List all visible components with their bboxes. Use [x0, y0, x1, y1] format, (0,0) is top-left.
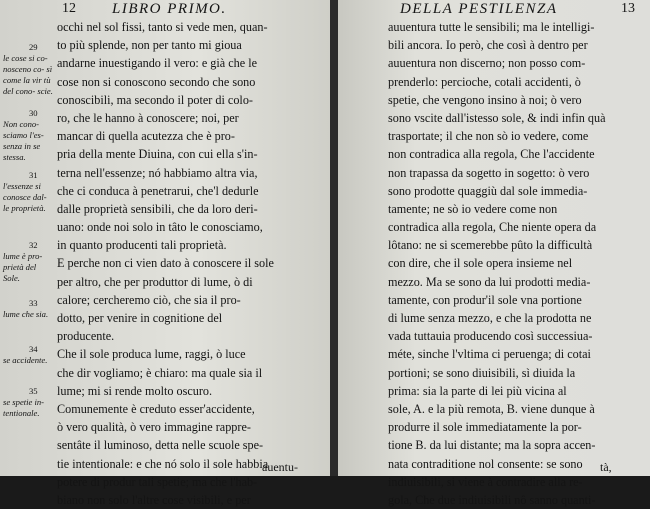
book-gutter	[330, 0, 338, 476]
left-running-head: LIBRO PRIMO.	[112, 1, 227, 17]
text-line: produrre il sole immediatamente la por-	[388, 420, 582, 435]
margin-note-text: le cose si co- nosceno co- sì come la vir tù del cono- scie.	[3, 53, 53, 96]
margin-note-number: 33	[29, 298, 38, 308]
text-line: con dire, che il sole opera insieme nel	[388, 256, 573, 271]
margin-note-number: 32	[29, 240, 38, 250]
text-line: Comunemente è creduto esser'accidente,	[57, 401, 255, 416]
margin-note-text: Non cono- sciamo l'es- senza in se stessa.	[3, 119, 44, 162]
text-line: tione B. da lui distante; ma la sopra accen-	[388, 438, 596, 453]
text-line: tamente, con produr'il sole vna portione	[388, 292, 582, 307]
text-line: dalle proprietà sensibili, che da loro deri-	[57, 201, 258, 216]
margin-note	[3, 386, 55, 419]
text-line: Che il sole produca lume, raggi, ò luce	[57, 347, 246, 362]
text-line: auuentura non discerno; non posso com-	[388, 56, 586, 71]
text-line: portioni; se sono diuisibili, sì diuida la	[388, 365, 576, 380]
text-line: lôtano: ne si scemerebbe pûto la difficultà	[388, 238, 593, 253]
margin-note	[3, 344, 55, 366]
right-running-head: DELLA PESTILENZA	[400, 1, 558, 17]
text-line: ro, che le hanno à conoscere; noi, per	[57, 110, 239, 125]
text-line: mancar di quella acutezza che è pro-	[57, 129, 235, 144]
right-body-text	[388, 18, 606, 509]
margin-note-number: 31	[29, 170, 38, 180]
text-line: lume; mi si rende molto oscuro.	[57, 383, 213, 398]
text-line: sentâte il luminoso, detta nelle scuole spe-	[57, 438, 264, 453]
text-line: andarne inuestigando il vero: e già che le	[57, 56, 257, 71]
right-catchword: tà,	[600, 460, 612, 474]
left-page-number: 12	[62, 1, 76, 16]
margin-note	[3, 170, 55, 214]
margin-note-number: 34	[29, 344, 38, 354]
text-line: terna nell'essenze; nó habbiamo altra via,	[57, 165, 258, 180]
right-page-number: 13	[621, 1, 635, 16]
margin-note-text: se spetie in- tentionale.	[3, 397, 45, 418]
text-line: calore; cercheremo ciò, che sia il pro-	[57, 292, 241, 307]
text-line: che dir vogliamo; è chiaro: ma quale sia il	[57, 365, 263, 380]
margin-note-text: lume che sia.	[3, 309, 49, 319]
text-line: contradica alla regola, Che niente opera da	[388, 220, 597, 235]
text-line: E perche non ci vien dato à conoscere il sole	[57, 256, 274, 271]
text-line: spetie, che vengono insino à noi; ò vero	[388, 92, 582, 107]
text-line: dotto, per venire in cognitione del	[57, 311, 223, 325]
text-line: sono vscite dall'istesso sole, & indi infin quà	[388, 110, 606, 125]
text-line: che ci conduca à penetrarui, che'l dedurle	[57, 183, 259, 198]
text-line: mezzo. Ma se sono da lui prodotti media-	[388, 274, 591, 289]
margin-note-text: lume è pro- prietà del Sole.	[3, 251, 43, 283]
text-line: pria della mente Diuina, con cui ella s'in-	[57, 147, 258, 162]
text-line: indiuisibili, si viene à contradire alla re-	[388, 474, 583, 489]
margin-note	[3, 240, 55, 284]
text-line: trasportate; il che non sò io vedere, come	[388, 129, 589, 144]
text-line: bili ancora. Io però, che così à dentro per	[388, 38, 588, 53]
text-line: sono prodotte quaggiù dal sole immedia-	[388, 183, 588, 198]
text-line: per altro, che per produttor di lume, ò di	[57, 274, 253, 289]
left-body-text	[57, 18, 274, 509]
text-line: gola, Che due indiuisibili nô sanno quanti-	[388, 492, 596, 507]
text-line: in quanto producenti tali proprietà.	[57, 238, 227, 253]
margin-note	[3, 298, 55, 320]
text-line: prima: sia la parte di lei più vicina al	[388, 383, 567, 398]
text-line: non contradica alla regola, Che l'accidente	[388, 147, 595, 162]
text-line: ò vero qualità, ò vero immagine rappre-	[57, 420, 251, 435]
text-line: to più splende, non per tanto mi gioua	[57, 38, 242, 53]
text-line: vada tuttauia producendo così successiua-	[388, 329, 593, 344]
text-line: méte, sinche l'vltima ci peruenga; di cotai	[388, 347, 591, 362]
margin-note-number: 30	[29, 108, 38, 118]
text-line: tamente; ne sò io vedere come non	[388, 201, 558, 216]
text-line: nata contraditione nol consente: se sono	[388, 456, 583, 471]
text-line: auuentura tutte le sensibili; ma le intelligi-	[388, 20, 595, 34]
margin-note	[3, 108, 55, 163]
text-line: conoscibili, ma secondo il poter di colo-	[57, 92, 253, 107]
margin-note-number: 29	[29, 42, 38, 52]
margin-note-text: l'essenze si conosce dal- le proprietà.	[3, 181, 47, 213]
right-page	[338, 0, 650, 507]
text-line: non trapassa da sogetto in sogetto: ò vero	[388, 165, 590, 180]
text-line: tie intentionale: e che nó solo il sole habbia	[57, 456, 269, 471]
text-line: cose non si conoscono secondo che sono	[57, 74, 256, 89]
margin-note-number: 35	[29, 386, 38, 396]
margin-note	[3, 42, 55, 97]
margin-note-text: se accidente.	[3, 355, 48, 365]
text-line: occhi nel sol fissi, tanto si vede men, quan-	[57, 20, 268, 34]
left-catchword: auentu-	[262, 460, 298, 474]
text-line: prenderlo: percioche, cotali accidenti, ò	[388, 74, 581, 89]
text-line: di lume senza mezzo, e che la prodotta ne	[388, 311, 592, 325]
text-line: uano: onde noi solo in tâto le conosciamo,	[57, 220, 263, 235]
text-line: potere di produr tali spetie; ma che l'hab-	[57, 474, 258, 489]
text-line: biano non solo l'altre cose visibili, e per	[57, 492, 251, 507]
text-line: producente.	[57, 329, 115, 344]
text-line: sole, A. e la più remota, B. viene dunque à	[388, 401, 595, 416]
